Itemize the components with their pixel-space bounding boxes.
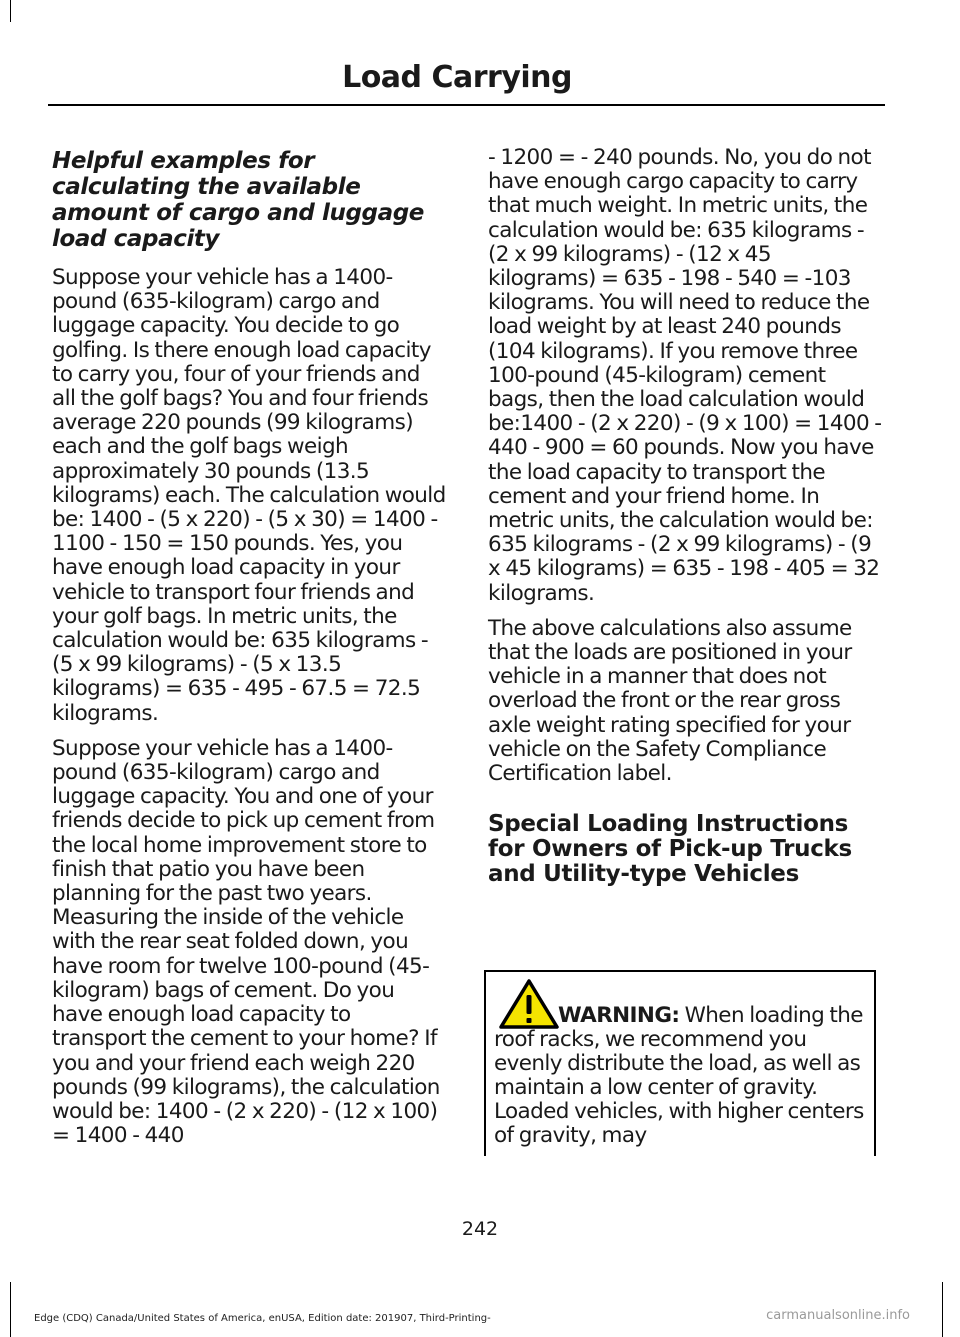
page-number: 242 — [461, 1218, 499, 1240]
crop-mark-bottom-left — [10, 1282, 11, 1337]
golf-example-paragraph: Suppose your vehicle has a 1400-pound (635-kilogram) cargo and luggage capacity. You decide to go golfing. Is there enough load capacity to carry you, four of your friends and all the golf bags? You and four friends average 220 pounds (99 kilograms) each and the golf bags weigh approximately 30 pounds (13.5 kilograms) each. The calculation would be: 1400 - (5 x 220) - (5 x 30) = 1400 - 1100 - 150 = 150 pounds. Yes, you have enough load capacity in your vehicle to transport four friends and your golf bags. In metric units, the calculation would be: 635 kilograms - (5 x 99 kilograms) - (5 x 13.5 kilograms) = 635 - 495 - 67.5 = 72.5 kilograms. — [52, 265, 446, 726]
warning-body: When loading the roof racks, we recommend you evenly distribute the load, as well as maintain a low center of gravity. Loaded vehicles, with higher centers of gravity, may — [494, 1003, 864, 1148]
warning-text — [494, 1004, 872, 1148]
right-column — [488, 146, 882, 887]
warning-label: WARNING: — [558, 1003, 680, 1028]
page-title: Load Carrying — [342, 60, 572, 95]
watermark: carmanualsonline.info — [766, 1308, 910, 1323]
warning-box — [484, 970, 876, 1156]
calculations-note-paragraph: The above calculations also assume that the loads are positioned in your vehicle in a manner that does not overload the front or the rear gross axle weight rating specified for your vehicle on the Safety Compliance Certification label. — [488, 615, 852, 787]
footer-edition-info: Edge (CDQ) Canada/United States of America, enUSA, Edition date: 201907, Third-Printing- — [34, 1313, 491, 1324]
crop-mark-top-left — [10, 0, 11, 22]
crop-mark-bottom-right — [942, 1282, 943, 1337]
special-loading-heading: Special Loading Instructions for Owners of Pick-up Trucks and Utility-type Vehicles — [488, 811, 852, 888]
cement-example-continued: - 1200 = - 240 pounds. No, you do not have enough cargo capacity to carry that much weight. In metric units, the calculation would be: 635 kilograms - (2 x 99 kilograms) - (12 x 45 kilograms) = 635 - 198 - 540 = -103 kilograms. You will need to reduce the load weight by at least 240 pounds (104 kilograms). If you remove three 100-pound (45-kilogram) cement bags, then the load calculation would be:1400 - (2 x 220) - (9 x 100) = 1400 - 440 - 900 = 60 pounds. Now you have the load capacity to transport the cement and your friend home. In metric units, the calculation would be: 635 kilograms - (2 x 99 kilograms) - (9 x 45 kilograms) = 635 - 198 - 405 = 32 kilograms. — [488, 145, 882, 606]
examples-heading: Helpful examples for calculating the available amount of cargo and luggage load capacity — [52, 148, 424, 252]
cement-example-paragraph: Suppose your vehicle has a 1400-pound (635-kilogram) cargo and luggage capacity. You and one of your friends decide to pick up cement from the local home improvement store to finish that patio you have been planning for the past two years. Measuring the inside of the vehicle with the rear seat folded down, you have room for twelve 100-pound (45-kilogram) bags of cement. Do you have enough load capacity to transport the cement to your home? If you and your friend each weigh 220 pounds (99 kilograms), the calculation would be: 1400 - (2 x 220) - (12 x 100) = 1400 - 440 — [52, 735, 440, 1149]
header-divider — [48, 104, 885, 106]
left-column — [52, 148, 446, 1159]
